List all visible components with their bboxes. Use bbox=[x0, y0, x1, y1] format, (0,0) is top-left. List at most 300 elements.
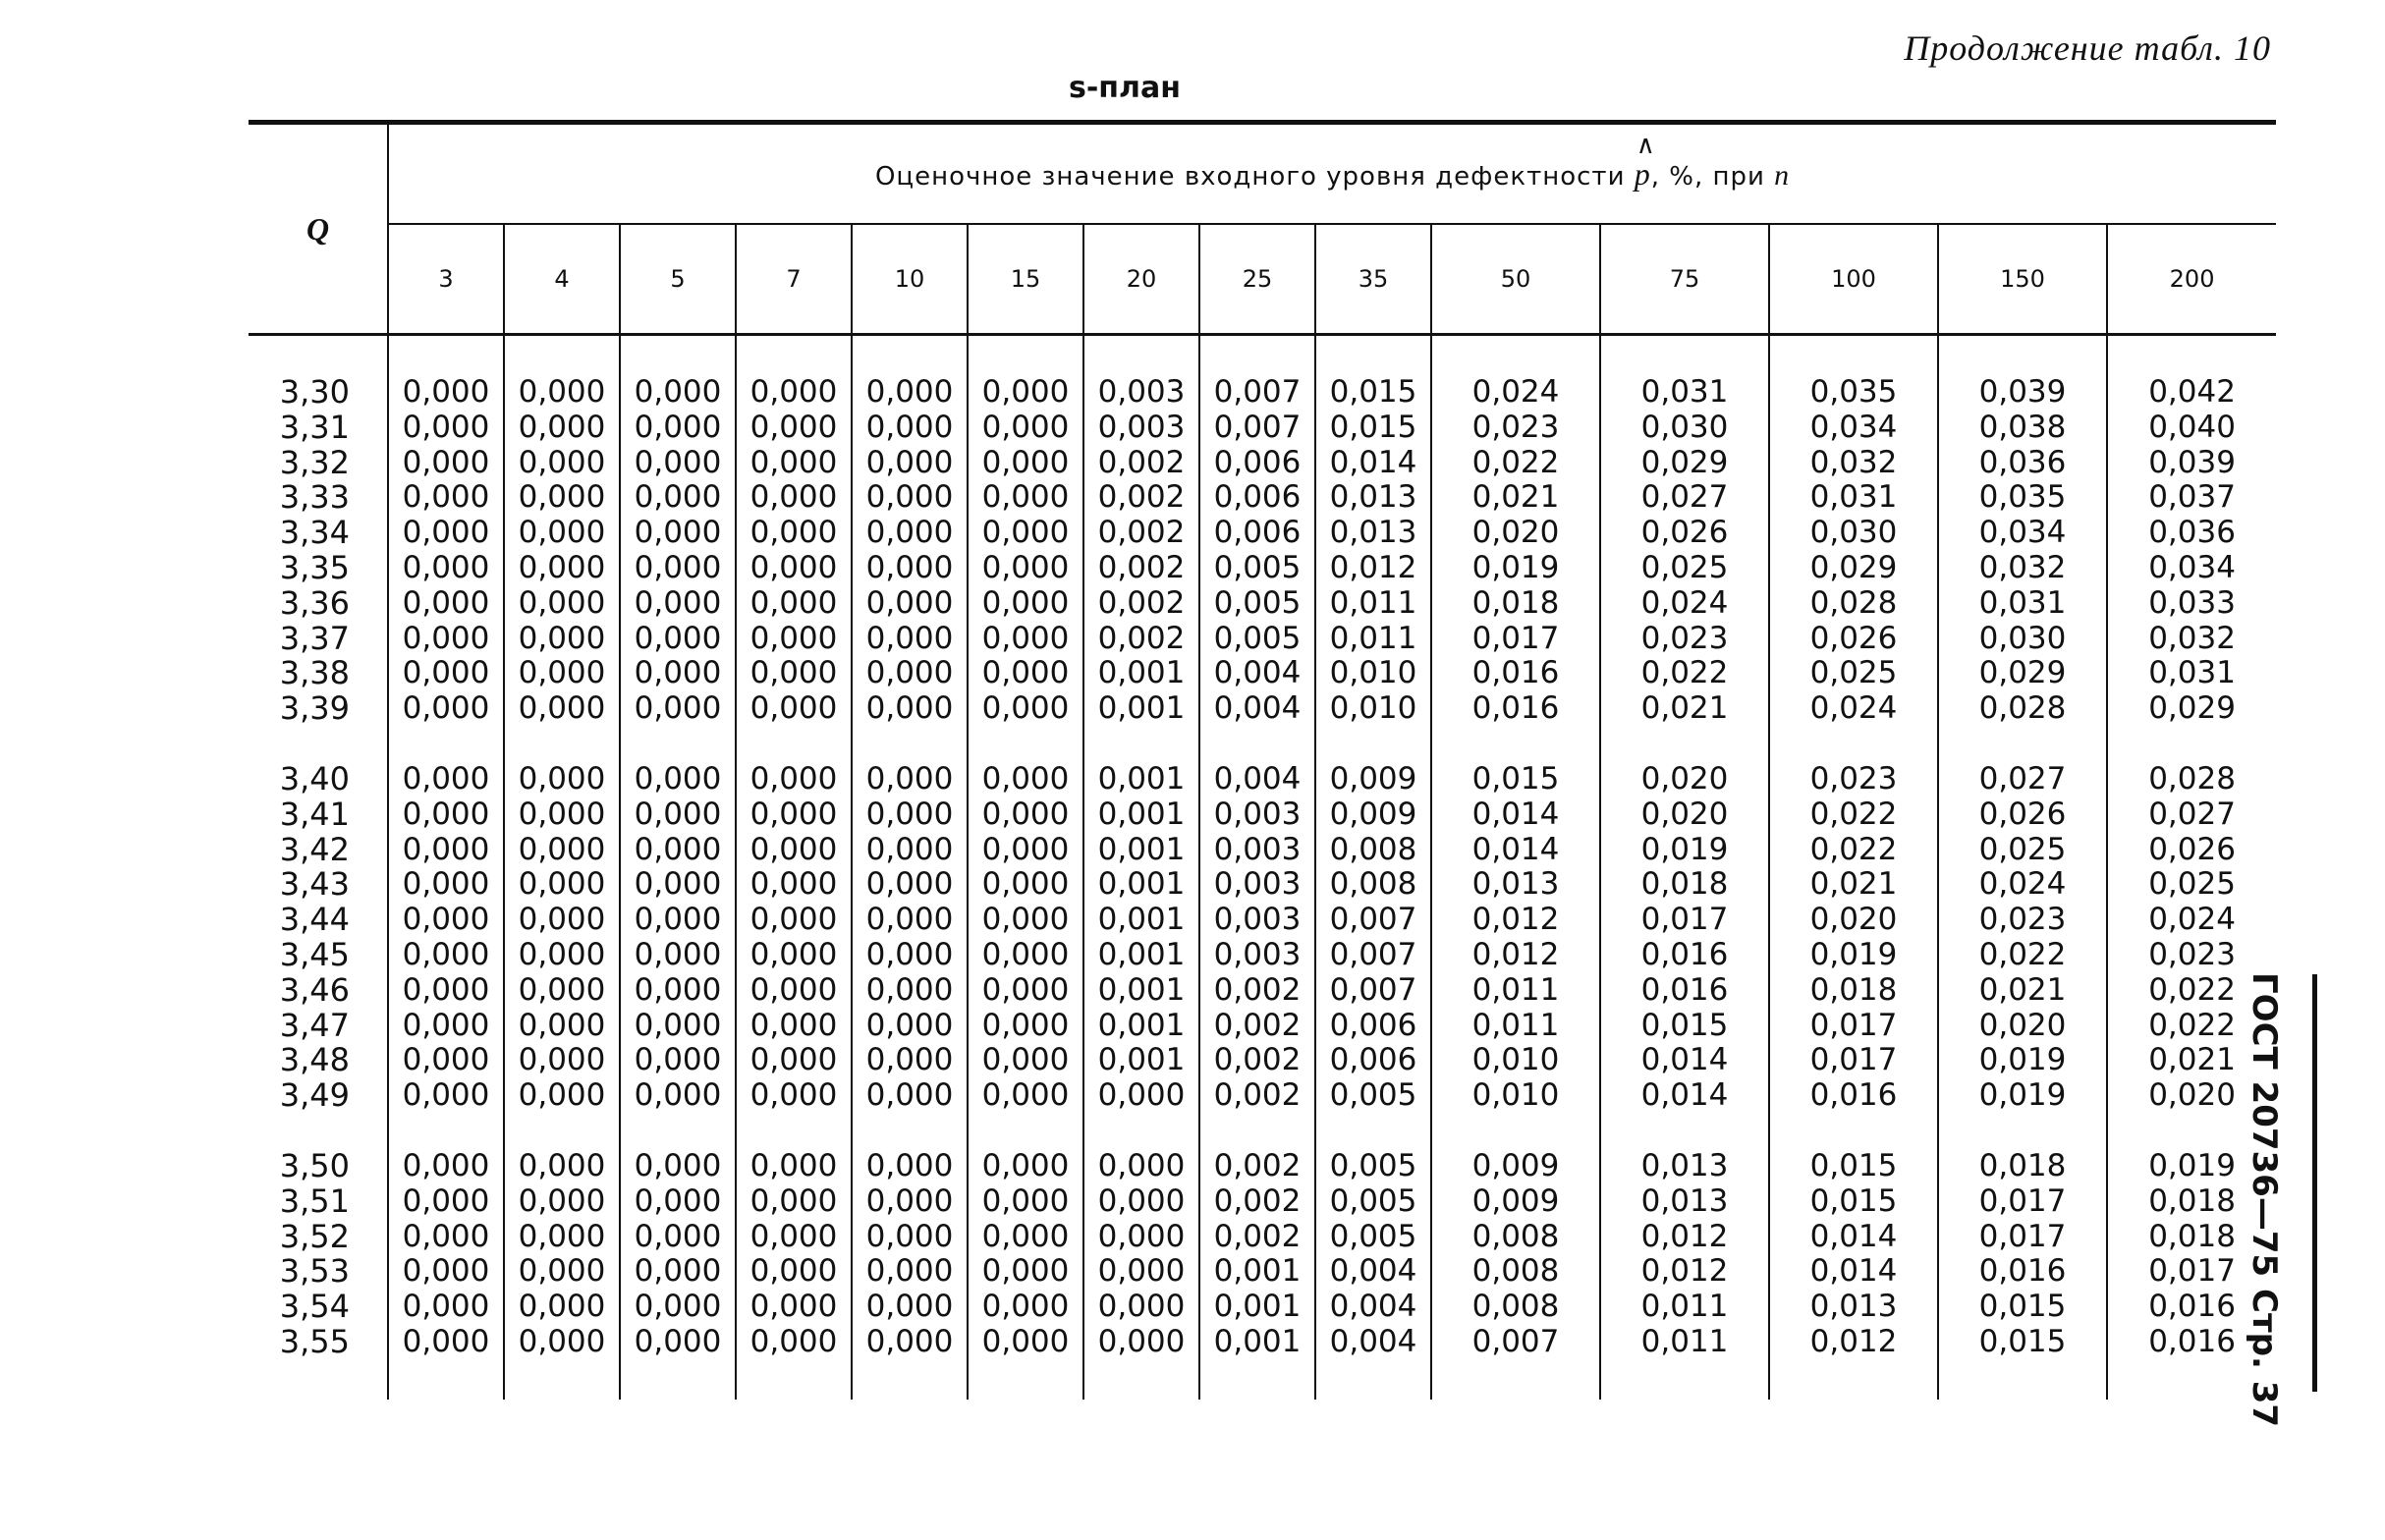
cell-n-100: 0,030 bbox=[1769, 516, 1938, 551]
cell-n-10: 0,000 bbox=[852, 1149, 968, 1184]
cell-n-10: 0,000 bbox=[852, 1325, 968, 1360]
cell-n-5: 0,000 bbox=[620, 1149, 736, 1184]
cell-n-50: 0,011 bbox=[1431, 973, 1600, 1009]
cell-n-4: 0,000 bbox=[504, 1254, 620, 1290]
cell-n-7: 0,000 bbox=[736, 1149, 852, 1184]
cell-n-25: 0,007 bbox=[1199, 375, 1315, 411]
cell-n-35: 0,011 bbox=[1315, 622, 1431, 657]
cell-n-25: 0,005 bbox=[1199, 586, 1315, 622]
cell-n-200: 0,022 bbox=[2107, 1009, 2276, 1044]
cell-n-10: 0,000 bbox=[852, 903, 968, 938]
cell-n-200: 0,016 bbox=[2107, 1325, 2276, 1360]
cell-n-3: 0,000 bbox=[402, 866, 490, 903]
cell-n-3: 0,000 bbox=[402, 655, 490, 691]
cell-n-7: 0,000 bbox=[736, 1043, 852, 1078]
cell-n-100: 0,018 bbox=[1769, 973, 1938, 1009]
cell-n-20: 0,000 bbox=[1083, 1078, 1199, 1114]
cell-n-35: 0,008 bbox=[1315, 833, 1431, 868]
cell-n-3: 0,000 bbox=[402, 444, 490, 480]
cell-n-10: 0,000 bbox=[852, 551, 968, 586]
cell-n-20: 0,000 bbox=[1083, 1325, 1199, 1360]
cell-n-7: 0,000 bbox=[736, 1220, 852, 1255]
table-row bbox=[249, 833, 2276, 868]
table-row bbox=[249, 903, 2276, 938]
cell-n-25: 0,005 bbox=[1199, 622, 1315, 657]
cell-n-150: 0,028 bbox=[1938, 691, 2107, 727]
cell-n-20: 0,001 bbox=[1083, 1009, 1199, 1044]
cell-n-7: 0,000 bbox=[736, 1078, 852, 1114]
standard-page-label: ГОСТ 20736—75 Стр. 37 bbox=[2245, 972, 2284, 1428]
cell-n-75: 0,017 bbox=[1600, 903, 1769, 938]
cell-n-75: 0,026 bbox=[1600, 516, 1769, 551]
cell-n-100: 0,024 bbox=[1769, 691, 1938, 727]
cell-n-20: 0,001 bbox=[1083, 938, 1199, 973]
cell-n-4: 0,000 bbox=[504, 622, 620, 657]
cell-n-4: 0,000 bbox=[504, 973, 620, 1009]
cell-n-75: 0,016 bbox=[1600, 938, 1769, 973]
cell-n-50: 0,023 bbox=[1431, 411, 1600, 446]
cell-n-50: 0,017 bbox=[1431, 622, 1600, 657]
cell-n-5: 0,000 bbox=[620, 586, 736, 622]
table-row bbox=[249, 411, 2276, 446]
cell-n-100: 0,022 bbox=[1769, 833, 1938, 868]
table-row bbox=[249, 691, 2276, 727]
cell-n-5: 0,000 bbox=[620, 1290, 736, 1325]
cell-n-150: 0,026 bbox=[1938, 798, 2107, 833]
cell-n-35: 0,007 bbox=[1315, 903, 1431, 938]
table-row bbox=[249, 586, 2276, 622]
q-value: 3,44 bbox=[249, 903, 388, 938]
cell-n-200: 0,039 bbox=[2107, 446, 2276, 481]
cell-n-15: 0,000 bbox=[968, 1254, 1083, 1290]
cell-n-50: 0,011 bbox=[1431, 1009, 1600, 1044]
table-row bbox=[249, 375, 2276, 411]
q-value: 3,31 bbox=[249, 411, 388, 446]
table-row bbox=[249, 1290, 2276, 1325]
cell-n-4: 0,000 bbox=[504, 375, 620, 411]
cell-n-3: 0,000 bbox=[402, 1077, 490, 1114]
cell-n-75: 0,027 bbox=[1600, 480, 1769, 516]
cell-n-200: 0,036 bbox=[2107, 516, 2276, 551]
group-spacer bbox=[249, 1114, 2276, 1149]
cell-n-200: 0,024 bbox=[2107, 903, 2276, 938]
cell-n-3: 0,000 bbox=[402, 1323, 490, 1359]
cell-n-10: 0,000 bbox=[852, 375, 968, 411]
cell-n-10: 0,000 bbox=[852, 622, 968, 657]
q-value: 3,43 bbox=[249, 867, 388, 903]
q-value: 3,41 bbox=[249, 798, 388, 833]
cell-n-20: 0,002 bbox=[1083, 551, 1199, 586]
cell-n-150: 0,015 bbox=[1938, 1325, 2107, 1360]
cell-n-75: 0,016 bbox=[1600, 973, 1769, 1009]
cell-n-10: 0,000 bbox=[852, 656, 968, 691]
n-symbol: n bbox=[1774, 158, 1791, 192]
cell-n-4: 0,000 bbox=[504, 691, 620, 727]
q-value: 3,54 bbox=[249, 1290, 388, 1325]
cell-n-7: 0,000 bbox=[736, 586, 852, 622]
cell-n-3: 0,000 bbox=[402, 1218, 490, 1254]
cell-n-50: 0,018 bbox=[1431, 586, 1600, 622]
cell-n-4: 0,000 bbox=[504, 1184, 620, 1220]
cell-n-15: 0,000 bbox=[968, 1325, 1083, 1360]
cell-n-100: 0,021 bbox=[1769, 867, 1938, 903]
cell-n-200: 0,017 bbox=[2107, 1254, 2276, 1290]
cell-n-4: 0,000 bbox=[504, 480, 620, 516]
cell-n-4: 0,000 bbox=[504, 1220, 620, 1255]
cell-n-150: 0,022 bbox=[1938, 938, 2107, 973]
cell-n-50: 0,008 bbox=[1431, 1220, 1600, 1255]
cell-n-15: 0,000 bbox=[968, 798, 1083, 833]
cell-n-5: 0,000 bbox=[620, 480, 736, 516]
cell-n-3: 0,000 bbox=[402, 620, 490, 656]
cell-n-10: 0,000 bbox=[852, 1009, 968, 1044]
cell-n-35: 0,010 bbox=[1315, 656, 1431, 691]
cell-n-7: 0,000 bbox=[736, 480, 852, 516]
q-value: 3,51 bbox=[249, 1184, 388, 1220]
table-row bbox=[249, 1220, 2276, 1255]
cell-n-5: 0,000 bbox=[620, 622, 736, 657]
cell-n-15: 0,000 bbox=[968, 1043, 1083, 1078]
cell-n-25: 0,003 bbox=[1199, 833, 1315, 868]
cell-n-15: 0,000 bbox=[968, 551, 1083, 586]
cell-n-150: 0,029 bbox=[1938, 656, 2107, 691]
cell-n-25: 0,002 bbox=[1199, 1149, 1315, 1184]
q-value: 3,50 bbox=[249, 1149, 388, 1184]
cell-n-50: 0,024 bbox=[1431, 375, 1600, 411]
cell-n-3: 0,000 bbox=[402, 902, 490, 938]
cell-n-15: 0,000 bbox=[968, 691, 1083, 727]
cell-n-150: 0,018 bbox=[1938, 1149, 2107, 1184]
cell-n-4: 0,000 bbox=[504, 762, 620, 798]
cell-n-20: 0,001 bbox=[1083, 798, 1199, 833]
cell-n-100: 0,012 bbox=[1769, 1325, 1938, 1360]
cell-n-100: 0,013 bbox=[1769, 1290, 1938, 1325]
n-header-50: 50 bbox=[1431, 224, 1600, 335]
cell-n-4: 0,000 bbox=[504, 1290, 620, 1325]
cell-n-100: 0,034 bbox=[1769, 411, 1938, 446]
cell-n-200: 0,026 bbox=[2107, 833, 2276, 868]
cell-n-35: 0,004 bbox=[1315, 1325, 1431, 1360]
q-value: 3,52 bbox=[249, 1220, 388, 1255]
q-value: 3,45 bbox=[249, 938, 388, 973]
cell-n-150: 0,027 bbox=[1938, 762, 2107, 798]
cell-n-25: 0,001 bbox=[1199, 1325, 1315, 1360]
cell-n-75: 0,018 bbox=[1600, 867, 1769, 903]
cell-n-5: 0,000 bbox=[620, 762, 736, 798]
cell-n-15: 0,000 bbox=[968, 1290, 1083, 1325]
cell-n-35: 0,015 bbox=[1315, 375, 1431, 411]
cell-n-10: 0,000 bbox=[852, 480, 968, 516]
cell-n-7: 0,000 bbox=[736, 656, 852, 691]
table-row bbox=[249, 867, 2276, 903]
cell-n-35: 0,013 bbox=[1315, 480, 1431, 516]
cell-n-50: 0,020 bbox=[1431, 516, 1600, 551]
cell-n-35: 0,011 bbox=[1315, 586, 1431, 622]
cell-n-50: 0,016 bbox=[1431, 656, 1600, 691]
cell-n-7: 0,000 bbox=[736, 1325, 852, 1360]
cell-n-75: 0,019 bbox=[1600, 833, 1769, 868]
cell-n-20: 0,003 bbox=[1083, 411, 1199, 446]
defect-level-table bbox=[249, 120, 2276, 1400]
defect-level-header-text: Оценочное значение входного уровня дефектности bbox=[874, 161, 1635, 192]
cell-n-100: 0,019 bbox=[1769, 938, 1938, 973]
q-value: 3,48 bbox=[249, 1043, 388, 1078]
cell-n-15: 0,000 bbox=[968, 1009, 1083, 1044]
cell-n-25: 0,003 bbox=[1199, 867, 1315, 903]
cell-n-75: 0,014 bbox=[1600, 1043, 1769, 1078]
cell-n-5: 0,000 bbox=[620, 446, 736, 481]
q-value: 3,30 bbox=[249, 375, 388, 411]
cell-n-75: 0,020 bbox=[1600, 798, 1769, 833]
cell-n-20: 0,002 bbox=[1083, 516, 1199, 551]
cell-n-20: 0,001 bbox=[1083, 867, 1199, 903]
cell-n-25: 0,002 bbox=[1199, 1009, 1315, 1044]
group-spacer bbox=[249, 335, 2276, 376]
cell-n-150: 0,034 bbox=[1938, 516, 2107, 551]
cell-n-3: 0,000 bbox=[402, 1253, 490, 1290]
cell-n-75: 0,022 bbox=[1600, 656, 1769, 691]
cell-n-25: 0,002 bbox=[1199, 973, 1315, 1009]
table-row bbox=[249, 622, 2276, 657]
cell-n-200: 0,019 bbox=[2107, 1149, 2276, 1184]
cell-n-75: 0,013 bbox=[1600, 1149, 1769, 1184]
cell-n-15: 0,000 bbox=[968, 903, 1083, 938]
cell-n-7: 0,000 bbox=[736, 1254, 852, 1290]
cell-n-75: 0,012 bbox=[1600, 1254, 1769, 1290]
cell-n-7: 0,000 bbox=[736, 551, 852, 586]
cell-n-75: 0,030 bbox=[1600, 411, 1769, 446]
cell-n-10: 0,000 bbox=[852, 411, 968, 446]
table-row bbox=[249, 1184, 2276, 1220]
cell-n-7: 0,000 bbox=[736, 375, 852, 411]
cell-n-15: 0,000 bbox=[968, 1220, 1083, 1255]
cell-n-20: 0,002 bbox=[1083, 586, 1199, 622]
defect-level-header-unit: , %, при bbox=[1650, 161, 1775, 192]
cell-n-4: 0,000 bbox=[504, 586, 620, 622]
cell-n-25: 0,005 bbox=[1199, 551, 1315, 586]
q-value: 3,46 bbox=[249, 973, 388, 1009]
cell-n-4: 0,000 bbox=[504, 938, 620, 973]
cell-n-5: 0,000 bbox=[620, 691, 736, 727]
cell-n-200: 0,034 bbox=[2107, 551, 2276, 586]
cell-n-50: 0,019 bbox=[1431, 551, 1600, 586]
cell-n-7: 0,000 bbox=[736, 1009, 852, 1044]
cell-n-100: 0,015 bbox=[1769, 1184, 1938, 1220]
n-header-3: 3 bbox=[388, 224, 504, 335]
cell-n-200: 0,032 bbox=[2107, 622, 2276, 657]
cell-n-7: 0,000 bbox=[736, 691, 852, 727]
cell-n-15: 0,000 bbox=[968, 516, 1083, 551]
cell-n-50: 0,008 bbox=[1431, 1254, 1600, 1290]
cell-n-3: 0,000 bbox=[402, 936, 490, 972]
table-row bbox=[249, 1078, 2276, 1114]
cell-n-35: 0,005 bbox=[1315, 1149, 1431, 1184]
table-row bbox=[249, 656, 2276, 691]
cell-n-4: 0,000 bbox=[504, 1149, 620, 1184]
cell-n-100: 0,029 bbox=[1769, 551, 1938, 586]
cell-n-150: 0,025 bbox=[1938, 833, 2107, 868]
cell-n-5: 0,000 bbox=[620, 411, 736, 446]
cell-n-25: 0,004 bbox=[1199, 762, 1315, 798]
cell-n-100: 0,016 bbox=[1769, 1078, 1938, 1114]
cell-n-35: 0,005 bbox=[1315, 1184, 1431, 1220]
cell-n-4: 0,000 bbox=[504, 516, 620, 551]
cell-n-150: 0,038 bbox=[1938, 411, 2107, 446]
cell-n-5: 0,000 bbox=[620, 903, 736, 938]
cell-n-4: 0,000 bbox=[504, 1009, 620, 1044]
cell-n-200: 0,027 bbox=[2107, 798, 2276, 833]
cell-n-10: 0,000 bbox=[852, 586, 968, 622]
cell-n-50: 0,007 bbox=[1431, 1325, 1600, 1360]
cell-n-7: 0,000 bbox=[736, 798, 852, 833]
cell-n-20: 0,001 bbox=[1083, 762, 1199, 798]
cell-n-200: 0,031 bbox=[2107, 656, 2276, 691]
cell-n-4: 0,000 bbox=[504, 551, 620, 586]
cell-n-10: 0,000 bbox=[852, 691, 968, 727]
cell-n-50: 0,012 bbox=[1431, 938, 1600, 973]
cell-n-15: 0,000 bbox=[968, 833, 1083, 868]
cell-n-15: 0,000 bbox=[968, 480, 1083, 516]
cell-n-10: 0,000 bbox=[852, 867, 968, 903]
cell-n-3: 0,000 bbox=[402, 1042, 490, 1078]
cell-n-150: 0,023 bbox=[1938, 903, 2107, 938]
cell-n-75: 0,012 bbox=[1600, 1220, 1769, 1255]
cell-n-5: 0,000 bbox=[620, 551, 736, 586]
cell-n-50: 0,015 bbox=[1431, 762, 1600, 798]
table-row bbox=[249, 973, 2276, 1009]
cell-n-20: 0,001 bbox=[1083, 691, 1199, 727]
cell-n-35: 0,009 bbox=[1315, 798, 1431, 833]
cell-n-150: 0,016 bbox=[1938, 1254, 2107, 1290]
cell-n-7: 0,000 bbox=[736, 903, 852, 938]
cell-n-100: 0,017 bbox=[1769, 1009, 1938, 1044]
cell-n-50: 0,008 bbox=[1431, 1290, 1600, 1325]
cell-n-3: 0,000 bbox=[402, 971, 490, 1008]
n-header-100: 100 bbox=[1769, 224, 1938, 335]
cell-n-3: 0,000 bbox=[402, 1147, 490, 1183]
cell-n-5: 0,000 bbox=[620, 798, 736, 833]
q-column-header: Q bbox=[249, 123, 388, 335]
p-hat-symbol: ∧ p bbox=[1635, 156, 1651, 192]
cell-n-75: 0,011 bbox=[1600, 1325, 1769, 1360]
cell-n-35: 0,010 bbox=[1315, 691, 1431, 727]
cell-n-25: 0,002 bbox=[1199, 1078, 1315, 1114]
cell-n-50: 0,016 bbox=[1431, 691, 1600, 727]
cell-n-7: 0,000 bbox=[736, 1184, 852, 1220]
group-spacer bbox=[249, 727, 2276, 762]
cell-n-25: 0,006 bbox=[1199, 446, 1315, 481]
cell-n-15: 0,000 bbox=[968, 586, 1083, 622]
cell-n-5: 0,000 bbox=[620, 867, 736, 903]
cell-n-20: 0,001 bbox=[1083, 973, 1199, 1009]
cell-n-5: 0,000 bbox=[620, 1254, 736, 1290]
cell-n-50: 0,009 bbox=[1431, 1184, 1600, 1220]
cell-n-100: 0,014 bbox=[1769, 1254, 1938, 1290]
cell-n-200: 0,042 bbox=[2107, 375, 2276, 411]
cell-n-3: 0,000 bbox=[402, 1182, 490, 1219]
cell-n-25: 0,007 bbox=[1199, 411, 1315, 446]
q-value: 3,42 bbox=[249, 833, 388, 868]
cell-n-100: 0,031 bbox=[1769, 480, 1938, 516]
q-value: 3,38 bbox=[249, 656, 388, 691]
table-row bbox=[249, 551, 2276, 586]
table-row bbox=[249, 762, 2276, 798]
cell-n-3: 0,000 bbox=[402, 584, 490, 621]
cell-n-4: 0,000 bbox=[504, 1078, 620, 1114]
table-row bbox=[249, 938, 2276, 973]
cell-n-50: 0,010 bbox=[1431, 1078, 1600, 1114]
cell-n-4: 0,000 bbox=[504, 1043, 620, 1078]
cell-n-50: 0,010 bbox=[1431, 1043, 1600, 1078]
cell-n-75: 0,025 bbox=[1600, 551, 1769, 586]
n-header-10: 10 bbox=[852, 224, 968, 335]
cell-n-10: 0,000 bbox=[852, 1220, 968, 1255]
cell-n-150: 0,017 bbox=[1938, 1184, 2107, 1220]
cell-n-100: 0,025 bbox=[1769, 656, 1938, 691]
cell-n-7: 0,000 bbox=[736, 1290, 852, 1325]
cell-n-50: 0,014 bbox=[1431, 833, 1600, 868]
cell-n-3: 0,000 bbox=[402, 831, 490, 867]
cell-n-10: 0,000 bbox=[852, 798, 968, 833]
cell-n-20: 0,000 bbox=[1083, 1290, 1199, 1325]
cell-n-10: 0,000 bbox=[852, 1078, 968, 1114]
cell-n-100: 0,023 bbox=[1769, 762, 1938, 798]
cell-n-20: 0,000 bbox=[1083, 1149, 1199, 1184]
cell-n-25: 0,006 bbox=[1199, 480, 1315, 516]
table-row bbox=[249, 446, 2276, 481]
n-header-25: 25 bbox=[1199, 224, 1315, 335]
cell-n-7: 0,000 bbox=[736, 411, 852, 446]
cell-n-75: 0,029 bbox=[1600, 446, 1769, 481]
cell-n-200: 0,040 bbox=[2107, 411, 2276, 446]
cell-n-35: 0,007 bbox=[1315, 938, 1431, 973]
cell-n-4: 0,000 bbox=[504, 1325, 620, 1360]
cell-n-35: 0,004 bbox=[1315, 1290, 1431, 1325]
cell-n-100: 0,014 bbox=[1769, 1220, 1938, 1255]
cell-n-3: 0,000 bbox=[402, 409, 490, 445]
cell-n-15: 0,000 bbox=[968, 411, 1083, 446]
cell-n-75: 0,020 bbox=[1600, 762, 1769, 798]
cell-n-15: 0,000 bbox=[968, 1149, 1083, 1184]
cell-n-100: 0,026 bbox=[1769, 622, 1938, 657]
cell-n-15: 0,000 bbox=[968, 375, 1083, 411]
cell-n-100: 0,022 bbox=[1769, 798, 1938, 833]
cell-n-15: 0,000 bbox=[968, 1184, 1083, 1220]
side-rule bbox=[2312, 974, 2317, 1392]
cell-n-200: 0,020 bbox=[2107, 1078, 2276, 1114]
table-row bbox=[249, 1009, 2276, 1044]
cell-n-20: 0,001 bbox=[1083, 1043, 1199, 1078]
cell-n-3: 0,000 bbox=[402, 760, 490, 797]
cell-n-200: 0,033 bbox=[2107, 586, 2276, 622]
cell-n-15: 0,000 bbox=[968, 1078, 1083, 1114]
cell-n-25: 0,002 bbox=[1199, 1043, 1315, 1078]
cell-n-35: 0,004 bbox=[1315, 1254, 1431, 1290]
cell-n-5: 0,000 bbox=[620, 1078, 736, 1114]
cell-n-100: 0,028 bbox=[1769, 586, 1938, 622]
cell-n-100: 0,017 bbox=[1769, 1043, 1938, 1078]
q-value: 3,35 bbox=[249, 551, 388, 586]
cell-n-150: 0,035 bbox=[1938, 480, 2107, 516]
cell-n-25: 0,003 bbox=[1199, 798, 1315, 833]
cell-n-200: 0,022 bbox=[2107, 973, 2276, 1009]
q-value: 3,33 bbox=[249, 480, 388, 516]
n-header-20: 20 bbox=[1083, 224, 1199, 335]
cell-n-75: 0,023 bbox=[1600, 622, 1769, 657]
cell-n-15: 0,000 bbox=[968, 762, 1083, 798]
cell-n-7: 0,000 bbox=[736, 446, 852, 481]
table-body bbox=[249, 335, 2276, 1400]
